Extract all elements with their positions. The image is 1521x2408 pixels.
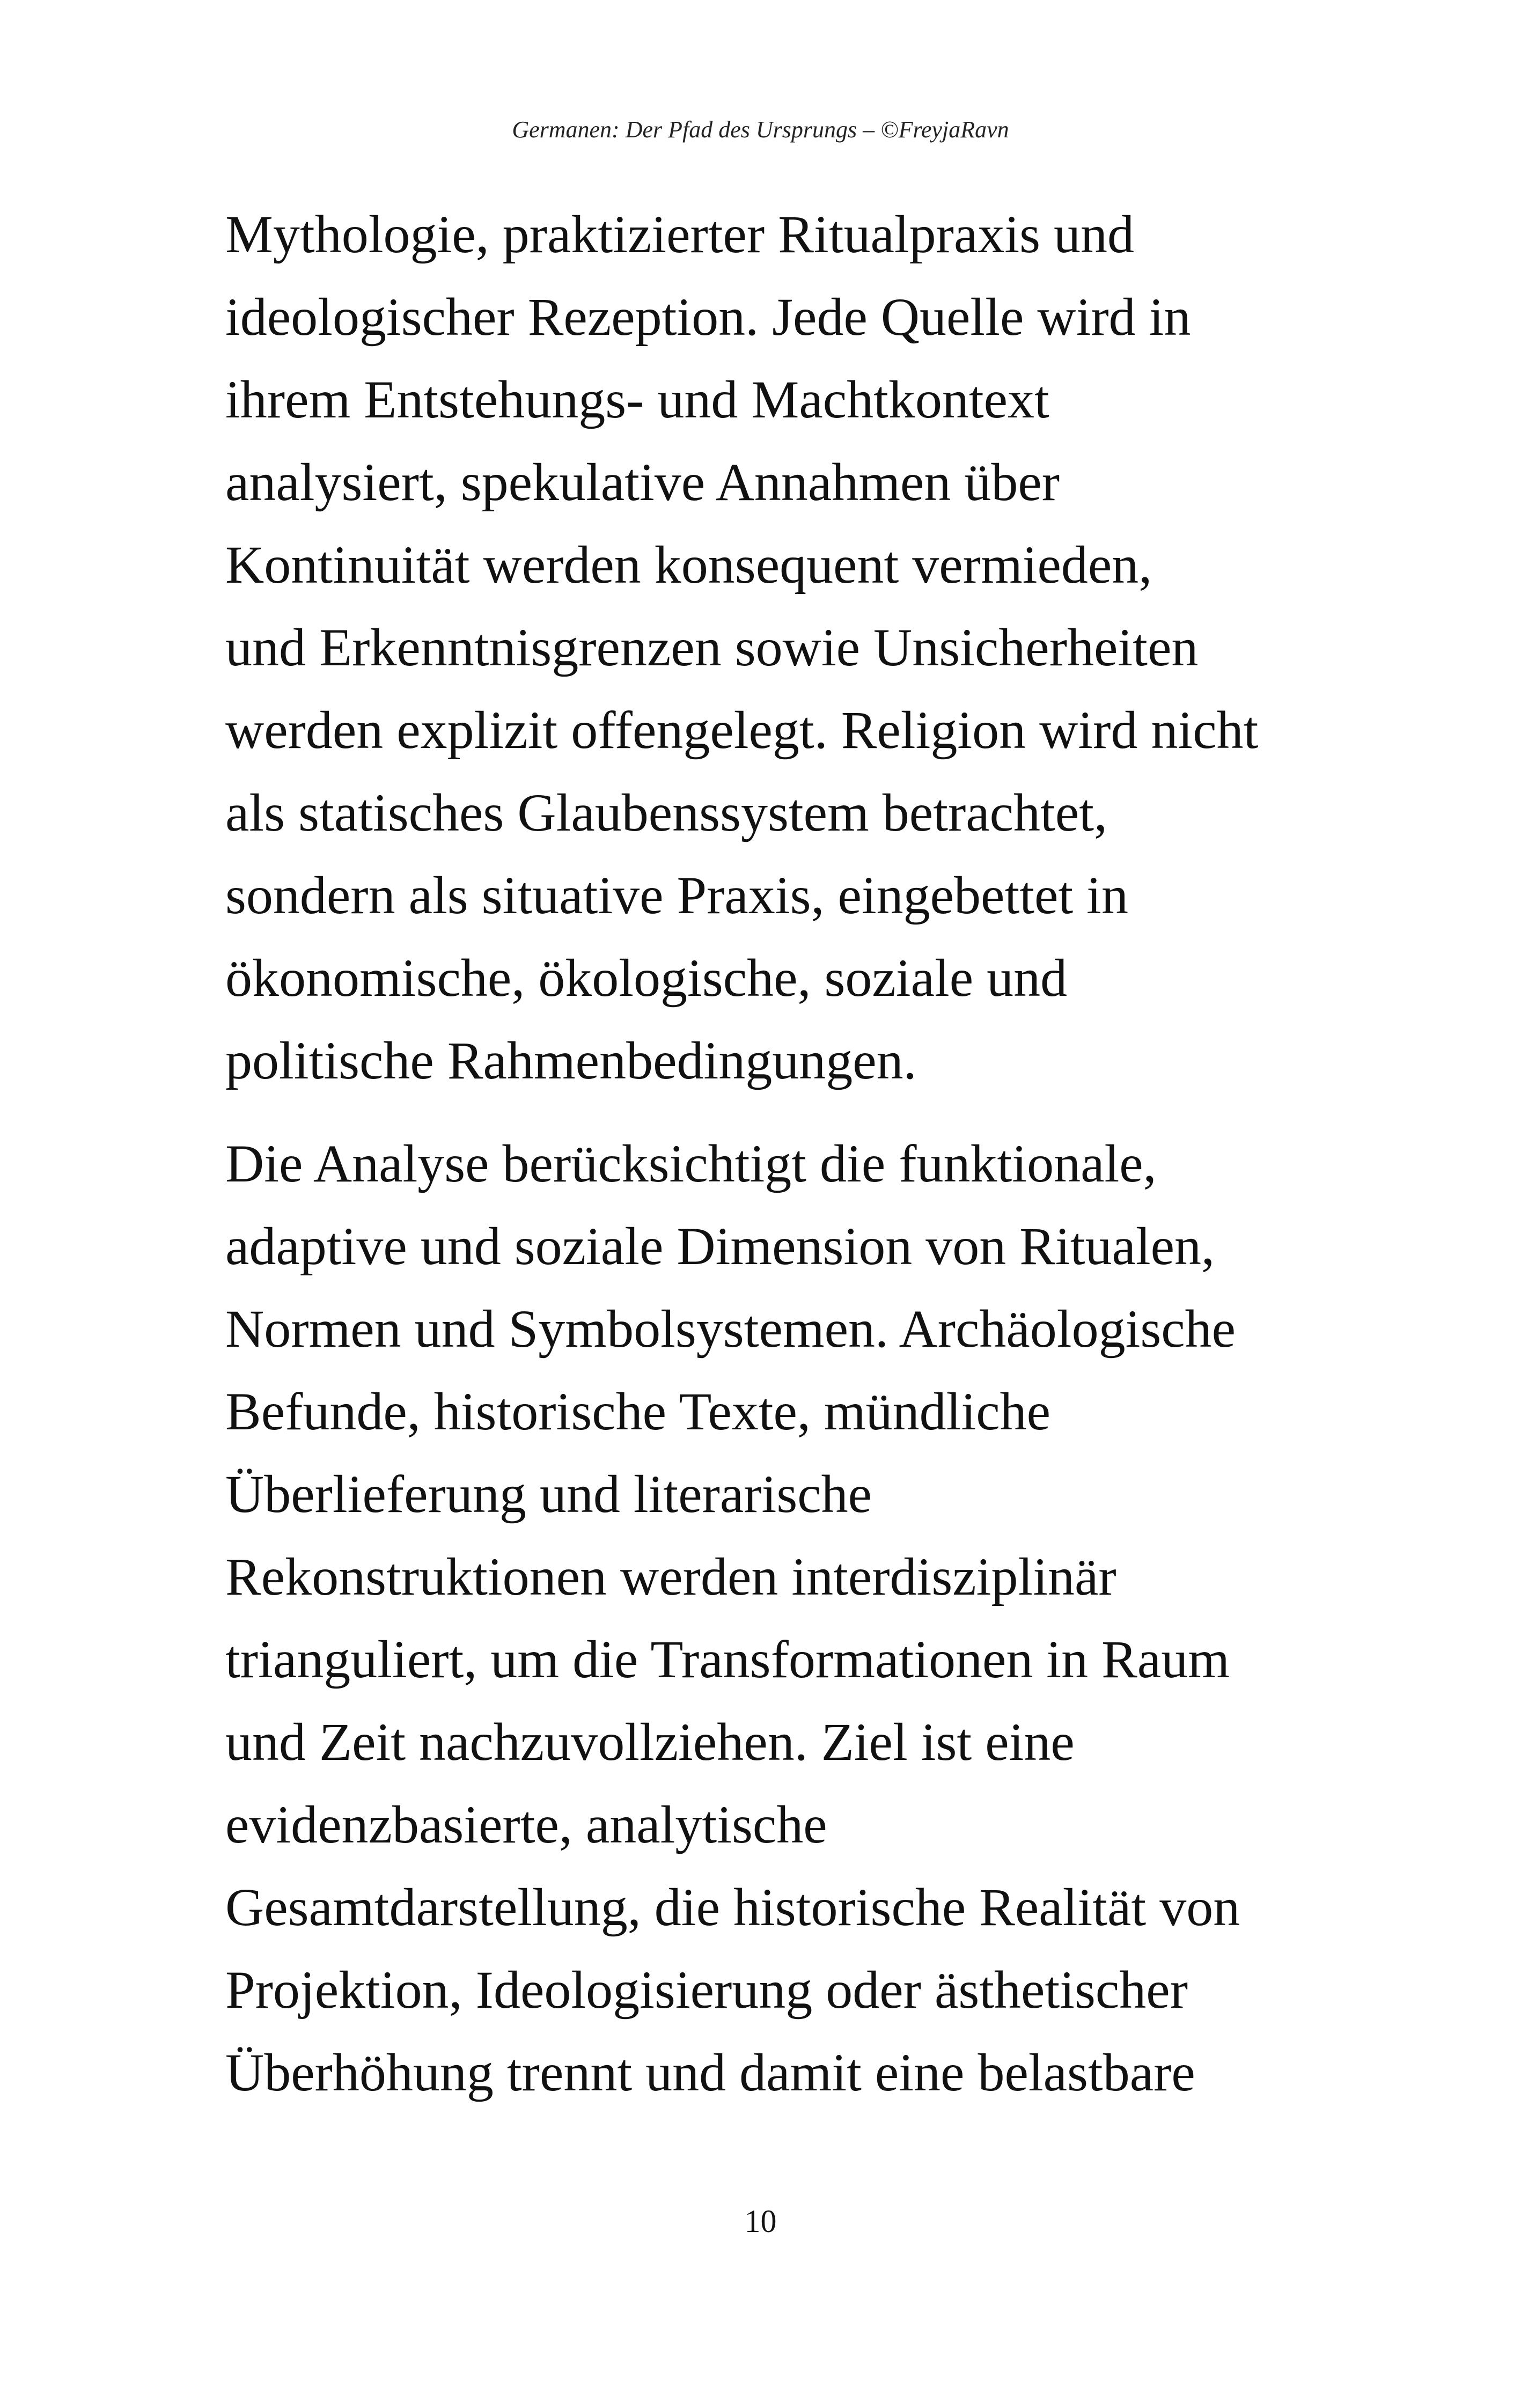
text-line: Die Analyse berücksichtigt die funktionale, [225, 1134, 1157, 1193]
text-line: und Erkenntnisgrenzen sowie Unsicherheiten [225, 618, 1199, 677]
text-line: analysiert, spekulative Annahmen über [225, 452, 1060, 512]
text-line: werden explizit offengelegt. Religion wird nicht [225, 700, 1259, 760]
text-line: als statisches Glaubenssystem betrachtet, [225, 783, 1107, 842]
text-line: evidenzbasierte, analytische [225, 1795, 827, 1854]
text-line: trianguliert, um die Transformationen in Raum [225, 1629, 1230, 1689]
text-line: Projektion, Ideologisierung oder ästhetischer [225, 1960, 1188, 2020]
text-line: ihrem Entstehungs- und Machtkontext [225, 370, 1049, 429]
text-line: Überlieferung und literarische [225, 1464, 872, 1524]
body-text [225, 193, 1406, 2134]
text-line: Überhöhung trennt und damit eine belastbare [225, 2043, 1195, 2102]
text-line: und Zeit nachzuvollziehen. Ziel ist eine [225, 1712, 1075, 1772]
paragraph [225, 1122, 1406, 2114]
text-line: sondern als situative Praxis, eingebettet in [225, 865, 1128, 925]
text-line: Befunde, historische Texte, mündliche [225, 1382, 1050, 1441]
text-line: Mythologie, praktizierter Ritualpraxis und [225, 204, 1135, 264]
text-line: adaptive und soziale Dimension von Ritualen, [225, 1216, 1215, 1276]
text-line: Rekonstruktionen werden interdisziplinär [225, 1547, 1116, 1606]
running-header: Germanen: Der Pfad des Ursprungs – ©FreyjaRavn [512, 116, 1009, 143]
page-number: 10 [744, 2204, 777, 2239]
text-line: Normen und Symbolsystemen. Archäologische [225, 1299, 1236, 1359]
text-line: ökonomische, ökologische, soziale und [225, 948, 1068, 1008]
paragraph [225, 193, 1406, 1102]
text-line: ideologischer Rezeption. Jede Quelle wird in [225, 287, 1191, 347]
text-line: politische Rahmenbedingungen. [225, 1031, 917, 1090]
text-line: Gesamtdarstellung, die historische Realität von [225, 1877, 1240, 1937]
text-line: Kontinuität werden konsequent vermieden, [225, 535, 1152, 594]
